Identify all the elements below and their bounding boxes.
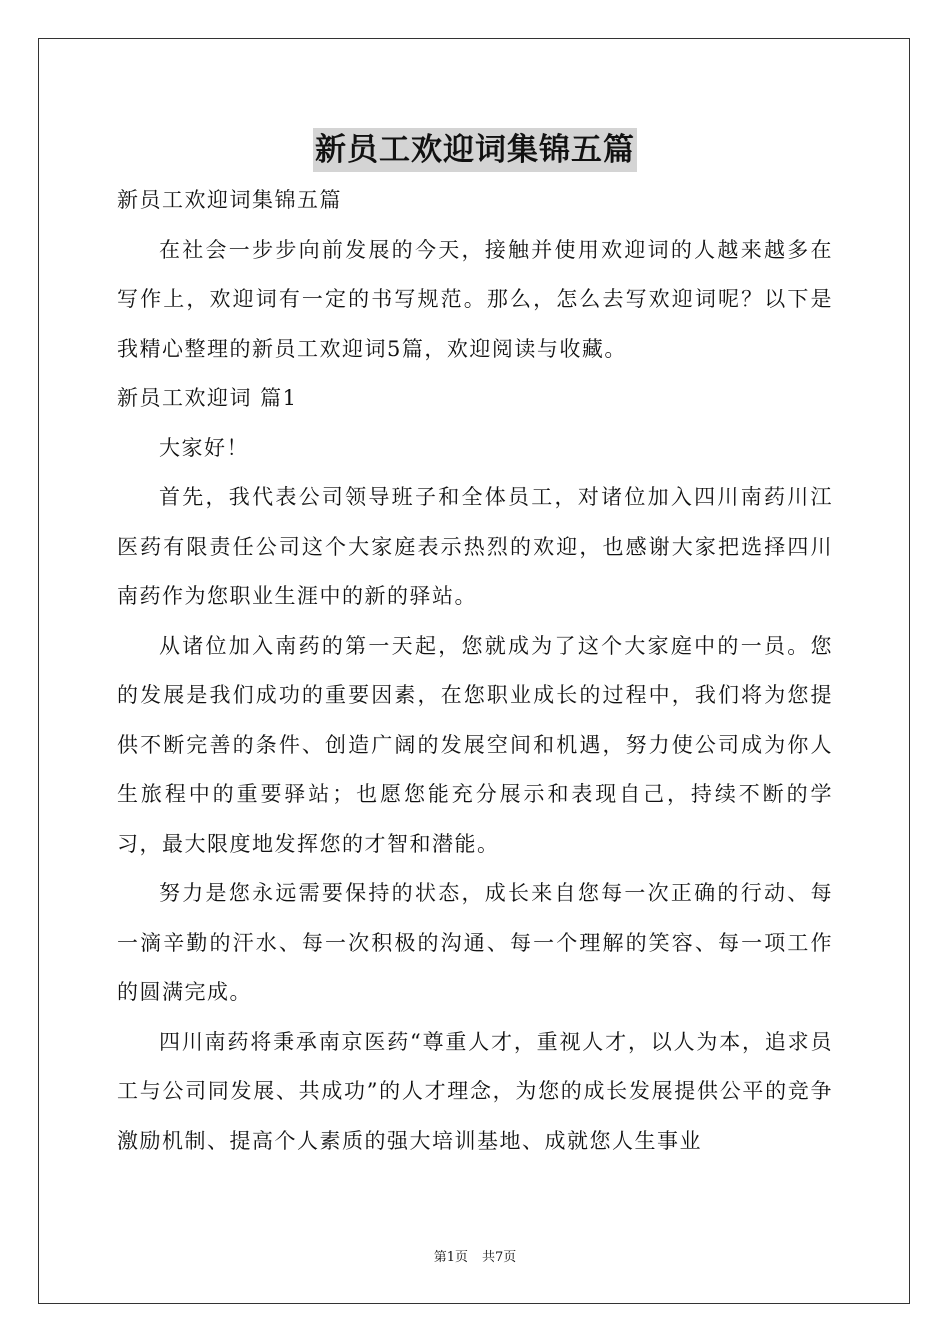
- document-subtitle: 新员工欢迎词集锦五篇: [117, 188, 342, 212]
- body-paragraph: 首先，我代表公司领导班子和全体员工，对诸位加入四川南药川江医药有限责任公司这个大家庭表示热烈的欢迎，也感谢大家把选择四川南药作为您职业生涯中的新的驿站。: [117, 485, 833, 608]
- section-heading: 新员工欢迎词 篇1: [117, 386, 298, 410]
- body-paragraph: 四川南药将秉承南京医药“尊重人才，重视人才，以人为本，追求员工与公司同发展、共成功”的人才理念，为您的成长发展提供公平的竞争激励机制、提高个人素质的强大培训基地、成就您人生事业: [117, 1029, 833, 1153]
- body-paragraph: 努力是您永远需要保持的状态，成长来自您每一次正确的行动、每一滴辛勤的汗水、每一次积极的沟通、每一个理解的笑容、每一项工作的圆满完成。: [117, 881, 833, 1004]
- title-container: [0, 128, 950, 172]
- document-body: [117, 176, 833, 1166]
- greeting-paragraph: 大家好！: [159, 435, 249, 460]
- page-total: 共7页: [482, 1250, 517, 1265]
- intro-paragraph: 在社会一步步向前发展的今天，接触并使用欢迎词的人越来越多在写作上，欢迎词有一定的书写规范。那么，怎么去写欢迎词呢？以下是我精心整理的新员工欢迎词5篇，欢迎阅读与收藏。: [117, 237, 833, 361]
- document-title: 新员工欢迎词集锦五篇: [313, 128, 637, 172]
- page-footer: [0, 1246, 950, 1265]
- body-paragraph: 从诸位加入南药的第一天起，您就成为了这个大家庭中的一员。您的发展是我们成功的重要因素，在您职业成长的过程中，我们将为您提供不断完善的条件、创造广阔的发展空间和机遇，努力使公司成为你人生旅程中的重要驿站；也愿您能充分展示和表现自己，持续不断的学习，最大限度地发挥您的才智和潜能。: [117, 633, 833, 856]
- page-number: 第1页: [433, 1250, 468, 1265]
